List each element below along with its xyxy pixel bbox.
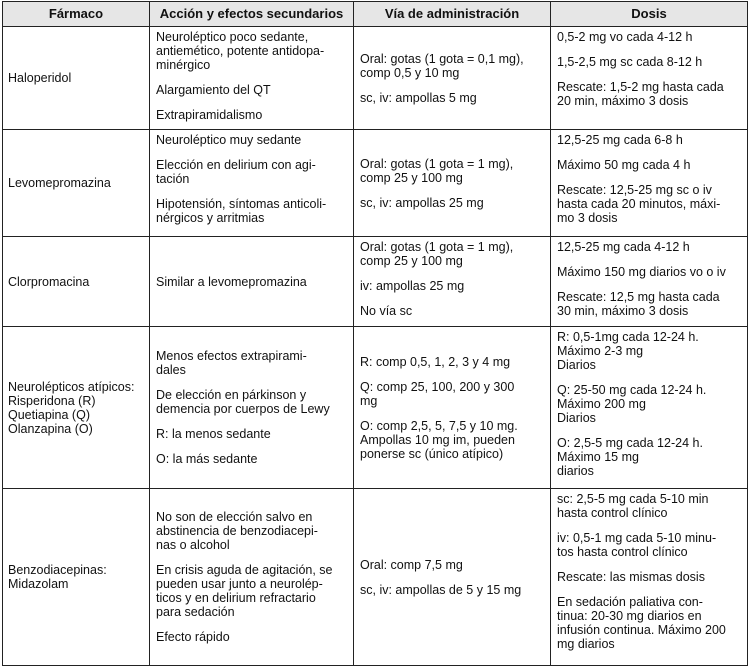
cell-line: sc, iv: ampollas 25 mg bbox=[360, 195, 484, 210]
cell-paragraph bbox=[360, 240, 544, 268]
cell-paragraph bbox=[156, 452, 347, 466]
cell-line: mg diarios bbox=[557, 637, 615, 651]
cell-paragraph bbox=[557, 383, 741, 425]
cell-line: O: comp 2,5, 5, 7,5 y 10 mg. bbox=[360, 418, 518, 433]
cell-line: Máximo 50 mg cada 4 h bbox=[557, 158, 691, 172]
cell-line: 20 min, máximo 3 dosis bbox=[557, 94, 689, 108]
cell-paragraph bbox=[557, 436, 741, 478]
cell-line: 12,5-25 mg cada 4-12 h bbox=[557, 240, 690, 254]
effects-cell bbox=[150, 237, 354, 327]
cell-line: Levomepromazina bbox=[8, 176, 111, 190]
cell-paragraph bbox=[557, 133, 741, 147]
cell-paragraph bbox=[557, 570, 741, 584]
cell-line: Oral: gotas (1 gota = 1 mg), bbox=[360, 240, 514, 254]
dose-cell bbox=[551, 327, 748, 489]
header-row bbox=[3, 2, 748, 27]
cell-line: iv: 0,5-1 mg cada 5-10 minu- bbox=[557, 531, 717, 545]
effects-cell bbox=[150, 27, 354, 130]
cell-line: Rescate: 12,5 mg hasta cada bbox=[557, 290, 720, 304]
cell-paragraph bbox=[360, 91, 544, 105]
cell-line: 12,5-25 mg cada 6-8 h bbox=[557, 133, 683, 147]
drug-table bbox=[2, 1, 748, 666]
cell-line: No son de elección salvo en bbox=[156, 510, 313, 524]
cell-line: para sedación bbox=[156, 605, 235, 619]
effects-cell bbox=[150, 327, 354, 489]
dose-cell bbox=[551, 489, 748, 666]
dose-cell bbox=[551, 27, 748, 130]
header-dosis: Dosis bbox=[551, 2, 748, 27]
effects-cell bbox=[150, 130, 354, 237]
cell-line: Neuroléptico muy sedante bbox=[156, 133, 302, 147]
cell-paragraph bbox=[156, 275, 347, 289]
cell-paragraph bbox=[360, 279, 544, 293]
cell-line: dales bbox=[156, 363, 186, 377]
cell-line: abstinencia de benzodiacepi- bbox=[156, 524, 318, 538]
table-row bbox=[3, 237, 748, 327]
cell-paragraph bbox=[557, 492, 741, 520]
cell-paragraph bbox=[360, 583, 544, 597]
cell-paragraph bbox=[156, 349, 347, 377]
cell-paragraph bbox=[360, 380, 544, 408]
cell-line: demencia por cuerpos de Lewy bbox=[156, 402, 330, 416]
cell-line: infusión continua. Máximo 200 bbox=[557, 623, 726, 637]
cell-line: nérgicos y arritmias bbox=[156, 211, 265, 225]
cell-line: R: la menos sedante bbox=[156, 427, 271, 441]
table-row bbox=[3, 130, 748, 237]
drug-cell bbox=[3, 27, 150, 130]
cell-line: Oral: comp 7,5 mg bbox=[360, 557, 463, 572]
cell-paragraph bbox=[557, 158, 741, 172]
cell-line: R: 0,5-1mg cada 12-24 h. bbox=[557, 330, 699, 344]
cell-line: hasta control clínico bbox=[557, 506, 668, 520]
cell-line: sc, iv: ampollas de 5 y 15 mg bbox=[360, 582, 522, 597]
cell-line: Midazolam bbox=[8, 577, 69, 591]
cell-line: 30 min, máximo 3 dosis bbox=[557, 304, 689, 318]
cell-line: comp 25 y 100 mg bbox=[360, 170, 463, 185]
cell-line: iv: ampollas 25 mg bbox=[360, 279, 465, 293]
cell-line: No vía sc bbox=[360, 304, 413, 318]
cell-line: mo 3 dosis bbox=[557, 211, 618, 225]
cell-line: Oral: gotas (1 gota = 1 mg), bbox=[360, 156, 514, 171]
cell-line: Menos efectos extrapirami- bbox=[156, 349, 307, 363]
cell-paragraph bbox=[156, 388, 347, 416]
drug-cell bbox=[3, 130, 150, 237]
cell-paragraph bbox=[156, 30, 347, 72]
cell-line: Diarios bbox=[557, 358, 596, 372]
cell-line: Haloperidol bbox=[8, 71, 72, 85]
cell-paragraph bbox=[360, 304, 544, 318]
cell-paragraph bbox=[557, 290, 741, 318]
cell-paragraph bbox=[557, 531, 741, 559]
cell-line: O: la más sedante bbox=[156, 452, 258, 466]
cell-line: 1,5-2,5 mg sc cada 8-12 h bbox=[557, 55, 703, 69]
cell-paragraph bbox=[156, 108, 347, 122]
cell-line: Benzodiacepinas: bbox=[8, 563, 107, 577]
cell-line: Rescate: 12,5-25 mg sc o iv bbox=[557, 183, 712, 197]
cell-line: mg bbox=[360, 393, 378, 408]
cell-paragraph bbox=[557, 55, 741, 69]
cell-line: Extrapiramidalismo bbox=[156, 108, 263, 122]
cell-paragraph bbox=[156, 158, 347, 186]
cell-line: antiemético, potente antidopa- bbox=[156, 44, 325, 58]
header-farmaco: Fármaco bbox=[3, 2, 150, 27]
drug-cell bbox=[3, 489, 150, 666]
cell-line: tinua: 20-30 mg diarios en bbox=[557, 609, 702, 623]
cell-line: De elección en párkinson y bbox=[156, 388, 307, 402]
cell-line: sc, iv: ampollas 5 mg bbox=[360, 90, 477, 105]
cell-line: Q: comp 25, 100, 200 y 300 bbox=[360, 379, 515, 394]
cell-line: 0,5-2 mg vo cada 4-12 h bbox=[557, 30, 693, 44]
drug-cell bbox=[3, 237, 150, 327]
cell-paragraph bbox=[360, 157, 544, 185]
cell-paragraph bbox=[360, 196, 544, 210]
route-cell bbox=[354, 237, 551, 327]
cell-line: minérgico bbox=[156, 58, 211, 72]
cell-line: Elección en delirium con agi- bbox=[156, 158, 316, 172]
cell-line: comp 0,5 y 10 mg bbox=[360, 65, 460, 80]
cell-line: comp 25 y 100 mg bbox=[360, 254, 463, 268]
cell-paragraph bbox=[557, 265, 741, 279]
cell-line: Hipotensión, síntomas anticoli- bbox=[156, 197, 327, 211]
table-body bbox=[3, 27, 748, 666]
cell-line: Similar a levomepromazina bbox=[156, 274, 307, 289]
dose-cell bbox=[551, 130, 748, 237]
cell-line: nas o alcohol bbox=[156, 538, 230, 552]
cell-paragraph bbox=[156, 133, 347, 147]
table-row bbox=[3, 327, 748, 489]
cell-paragraph bbox=[557, 330, 741, 372]
cell-line: Ampollas 10 mg im, pueden bbox=[360, 432, 515, 447]
table-row bbox=[3, 27, 748, 130]
cell-paragraph bbox=[557, 183, 741, 225]
cell-line: Clorpromacina bbox=[8, 274, 90, 289]
header-via: Vía de administración bbox=[354, 2, 551, 27]
cell-paragraph bbox=[156, 563, 347, 619]
cell-line: diarios bbox=[557, 464, 594, 478]
cell-line: Neurolépticos atípicos: bbox=[8, 379, 135, 394]
cell-line: Risperidona (R) bbox=[8, 393, 96, 408]
cell-paragraph bbox=[360, 355, 544, 369]
route-cell bbox=[354, 489, 551, 666]
cell-paragraph bbox=[557, 80, 741, 108]
cell-line: tos hasta control clínico bbox=[557, 545, 688, 559]
cell-paragraph bbox=[360, 52, 544, 80]
cell-line: R: comp 0,5, 1, 2, 3 y 4 mg bbox=[360, 354, 511, 369]
cell-line: hasta cada 20 minutos, máxi- bbox=[557, 197, 721, 211]
route-cell bbox=[354, 327, 551, 489]
cell-line: Diarios bbox=[557, 411, 596, 425]
cell-line: pueden usar junto a neurolép- bbox=[156, 577, 323, 591]
cell-line: sc: 2,5-5 mg cada 5-10 min bbox=[557, 492, 709, 506]
cell-paragraph bbox=[156, 630, 347, 644]
cell-line: ticos y en delirium refractario bbox=[156, 591, 316, 605]
cell-paragraph bbox=[156, 197, 347, 225]
cell-line: Rescate: 1,5-2 mg hasta cada bbox=[557, 80, 724, 94]
effects-cell bbox=[150, 489, 354, 666]
cell-paragraph bbox=[557, 595, 741, 651]
cell-line: Máximo 2-3 mg bbox=[557, 344, 644, 358]
cell-line: Neuroléptico poco sedante, bbox=[156, 30, 309, 44]
cell-line: Alargamiento del QT bbox=[156, 83, 271, 97]
header-accion: Acción y efectos secundarios bbox=[150, 2, 354, 27]
cell-line: O: 2,5-5 mg cada 12-24 h. bbox=[557, 436, 703, 450]
cell-paragraph bbox=[156, 427, 347, 441]
cell-paragraph bbox=[156, 83, 347, 97]
cell-line: Quetiapina (Q) bbox=[8, 407, 90, 422]
cell-line: tación bbox=[156, 172, 190, 186]
cell-line: Oral: gotas (1 gota = 0,1 mg), bbox=[360, 51, 524, 66]
cell-line: Máximo 15 mg bbox=[557, 450, 639, 464]
cell-line: Máximo 200 mg bbox=[557, 397, 646, 411]
cell-line: En crisis aguda de agitación, se bbox=[156, 563, 333, 577]
cell-line: Efecto rápido bbox=[156, 630, 230, 644]
cell-line: ponerse sc (único atípico) bbox=[360, 446, 504, 461]
route-cell bbox=[354, 130, 551, 237]
drug-cell bbox=[3, 327, 150, 489]
cell-paragraph bbox=[557, 30, 741, 44]
cell-line: Máximo 150 mg diarios vo o iv bbox=[557, 265, 726, 279]
table-row bbox=[3, 489, 748, 666]
cell-line: Q: 25-50 mg cada 12-24 h. bbox=[557, 383, 707, 397]
cell-paragraph bbox=[360, 419, 544, 461]
route-cell bbox=[354, 27, 551, 130]
cell-paragraph bbox=[360, 558, 544, 572]
dose-cell bbox=[551, 237, 748, 327]
cell-line: Olanzapina (O) bbox=[8, 421, 93, 436]
cell-paragraph bbox=[156, 510, 347, 552]
cell-paragraph bbox=[557, 240, 741, 254]
cell-line: Rescate: las mismas dosis bbox=[557, 570, 705, 584]
cell-line: En sedación paliativa con- bbox=[557, 595, 703, 609]
